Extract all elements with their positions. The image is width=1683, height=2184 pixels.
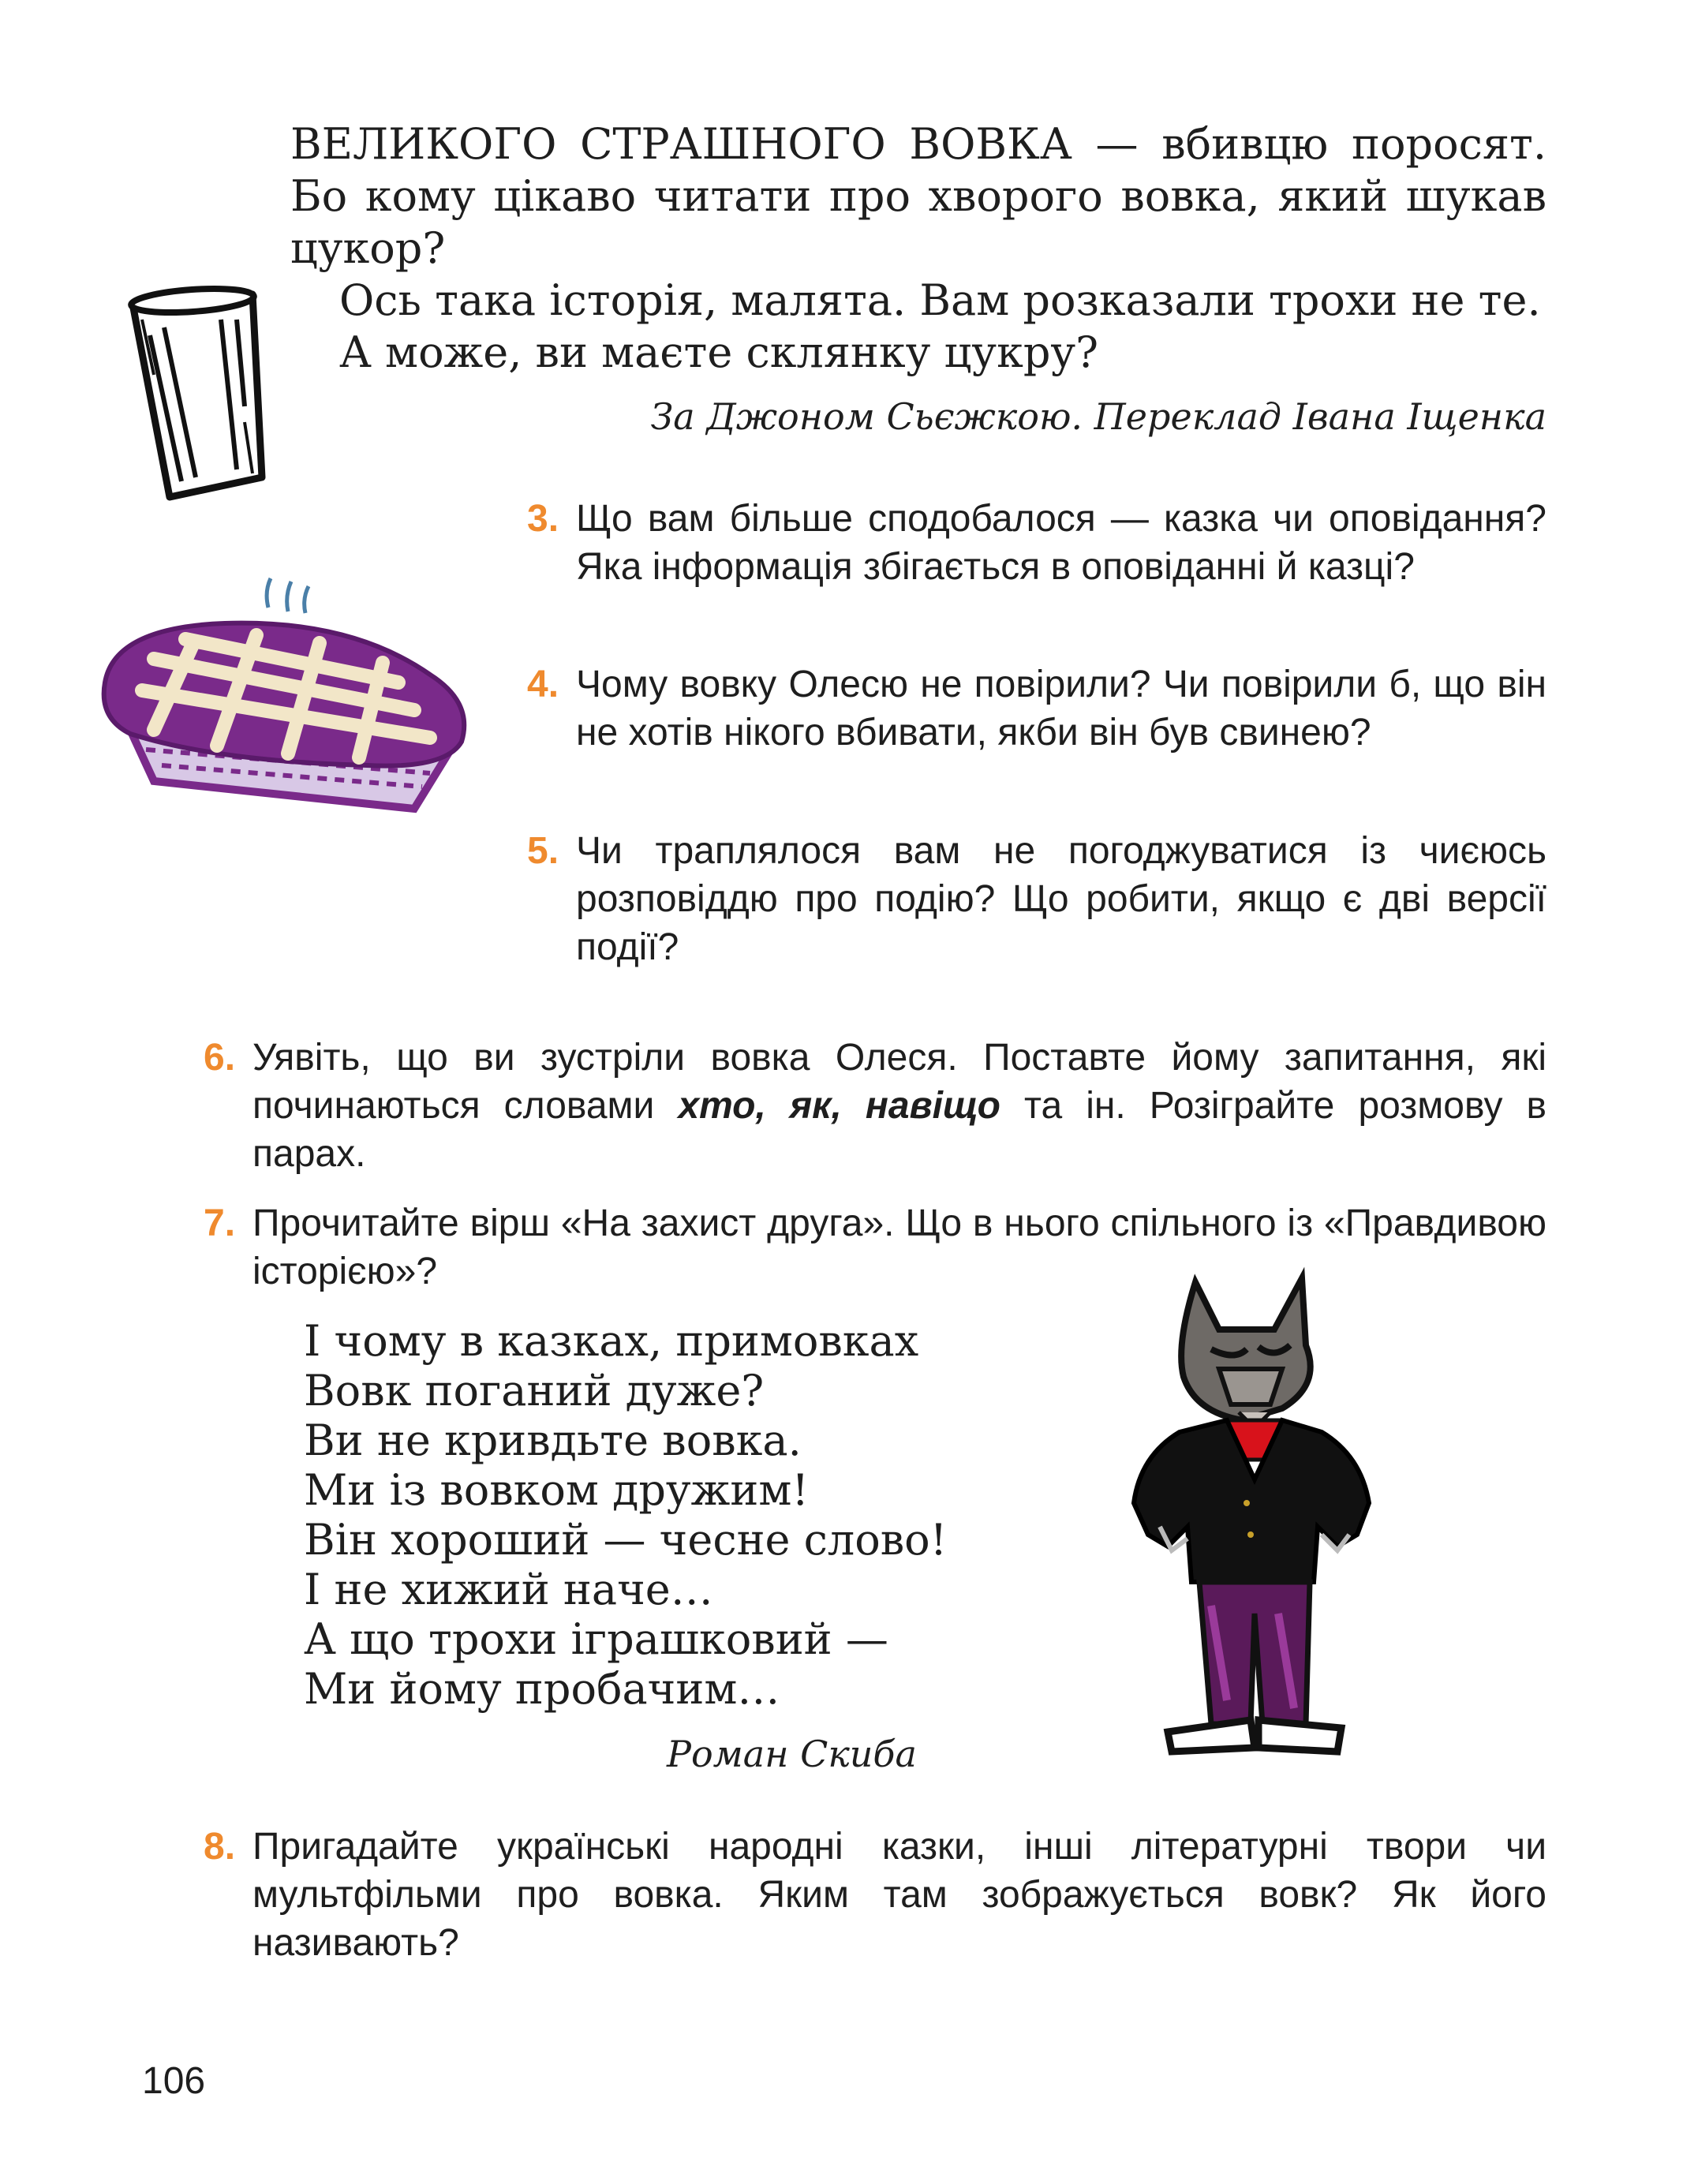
story-attribution: За Джоном Сьєжкою. Переклад Івана Іщенка (650, 395, 1546, 438)
poem-line: Вовк поганий дуже? (304, 1366, 765, 1415)
poem-line: Він хороший — чесне слово! (304, 1515, 948, 1565)
page-number: 106 (142, 2060, 206, 2102)
story-paragraph-1: ВЕЛИКОГО СТРАШНОГО ВОВКА — вбивцю поросят. Бо кому цікаво читати про хворого вовка, який шукав цукор? (290, 119, 1546, 273)
poem (304, 1316, 947, 1714)
poem-line: І не хижий наче… (304, 1565, 713, 1614)
question-number: 4. (527, 664, 559, 705)
question-emphasis: хто, як, навіщо (678, 1085, 1000, 1127)
question-number: 7. (204, 1202, 236, 1244)
question-text: Що вам більше сподобалося — казка чи оповідання? Яка інформація збігається в оповіданні й казці? (576, 498, 1546, 588)
question-3 (527, 495, 1546, 591)
question-text (204, 1034, 1546, 1178)
question-number: 8. (204, 1826, 236, 1868)
poem-line: Ми йому пробачим… (304, 1664, 780, 1714)
question-text: Чи траплялося вам не погоджуватися із чиєюсь розповіддю про подію? Що робити, якщо є дві версії події? (576, 830, 1546, 968)
poem-line: А що трохи іграшковий — (304, 1614, 888, 1664)
story-paragraph-2-line-1: Ось така історія, малята. Вам розказали трохи не те. (339, 275, 1541, 325)
wolf-icon (1124, 1274, 1385, 1767)
question-text: Прочитайте вірш «На захист друга». Що в нього спільного із «Правдивою історією»? (252, 1202, 1546, 1292)
question-text: Пригадайте українські народні казки, інші літературні твори чи мультфільми про вовка. Яким там зображується вовк? Як його називають? (252, 1826, 1546, 1964)
question-4 (527, 660, 1546, 757)
question-5 (527, 827, 1546, 971)
question-text-start: Уявіть, що ви зустріли вовка Олеся. Поставте йому запитання, які починаються словами (252, 1037, 1546, 1127)
question-number: 5. (527, 830, 559, 872)
poem-line: Ми із вовком дружим! (304, 1465, 810, 1515)
question-8 (204, 1823, 1546, 1967)
question-number: 3. (527, 498, 559, 540)
question-6 (204, 1034, 1546, 1178)
question-text-end: та ін. Розіграйте розмову в парах. (252, 1085, 1547, 1175)
pie-icon (99, 572, 477, 832)
question-text: Чому вовку Олесю не повірили? Чи повірили б, що він не хотів нікого вбивати, якби він був свинею? (576, 664, 1546, 754)
poem-line: І чому в казках, примовках (304, 1316, 919, 1366)
story-text (290, 118, 1546, 379)
poem-line: Ви не кривдьте вовка. (304, 1415, 802, 1465)
question-number: 6. (204, 1037, 236, 1079)
glass-icon (126, 288, 268, 505)
poem-author: Роман Скиба (667, 1733, 917, 1775)
story-paragraph-2-line-2: А може, ви маєте склянку цукру? (339, 327, 1099, 377)
